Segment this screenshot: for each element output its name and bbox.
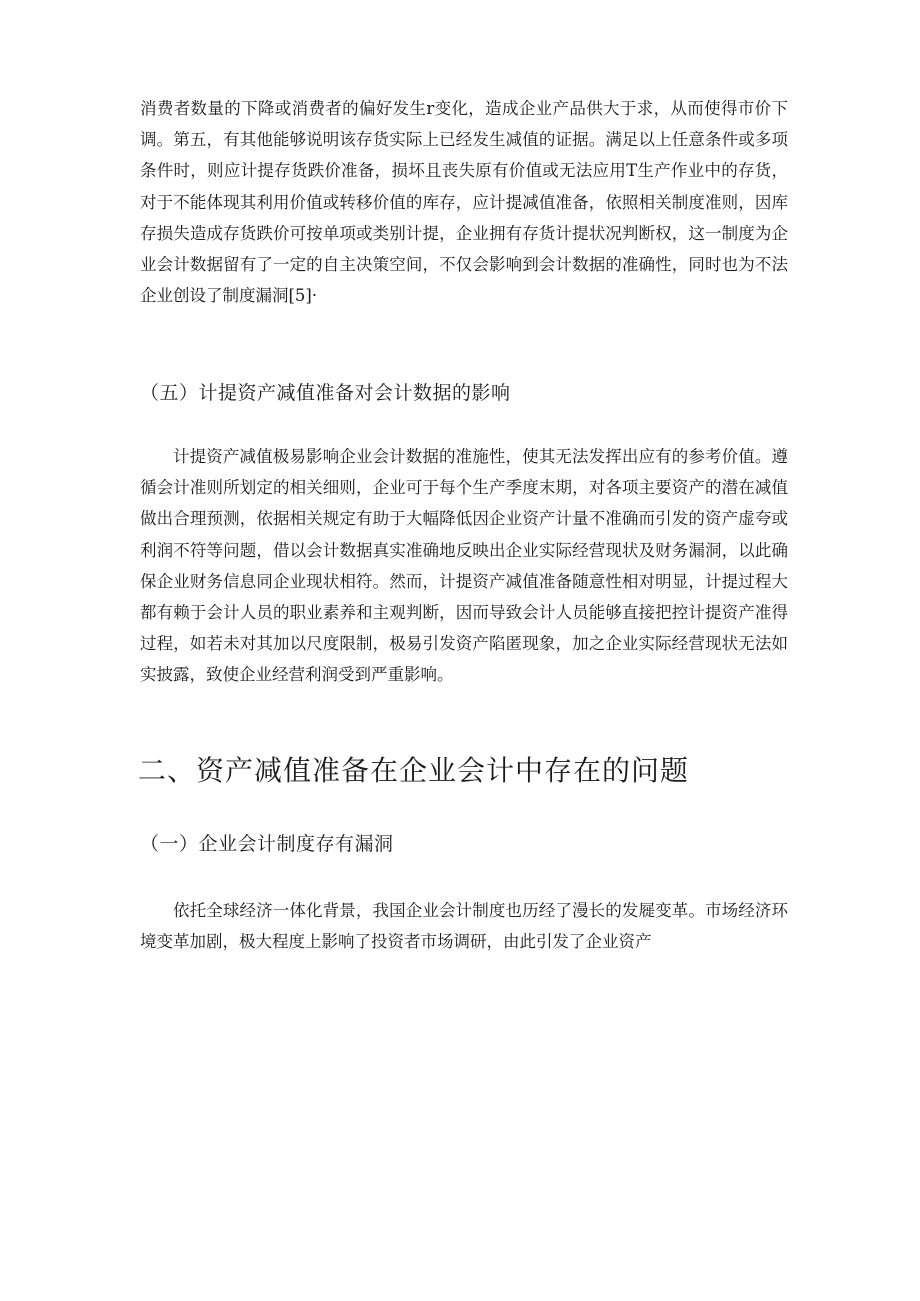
- section-heading-impairment-effect: （五）计提资产减值准备对会计数据的影响: [140, 382, 511, 404]
- section-heading-system-loopholes: （一）企业会计制度存有漏洞: [140, 833, 394, 855]
- body-paragraph-impairment-effect: 计提资产减值极易影响企业会计数据的准施性，使其无法发挥出应有的参考价值。遵循会计准则所划定的相关细则，企业可于每个生产季度末期，对各项主要资产的潜在减值做出合理预测，依据相关规定有助于大幅降低因企业资产计量不准确而引发的资产虚夸或利润不符等问题，借以会计数据真实准确地反映出企业实际经营现状及财务漏洞，以此确保企业财务信息同企业现状相符。然而，计提资产减值准备随意性相对明显，计提过程大都有赖于会计人员的职业素养和主观判断，因而导致会计人员能够直接把控计提资产准得过程，如若未对其加以尺度限制，极易引发资产陷匿现象，加之企业实际经营现状无法如实披露，致使企业经营利润受到严重影响。: [140, 447, 788, 685]
- chapter-heading-problems: 二、资产减值准备在企业会计中存在的问题: [138, 754, 690, 787]
- body-paragraph-system-loopholes: 依托全球经济一体化背景，我国企业会计制度也历经了漫长的发屣变革。市场经济环境变革加剧，极大程度上影响了投资者市场调研，由此引发了企业资产: [140, 901, 788, 952]
- body-paragraph-inventory-impairment: 消费者数量的下降或消费者的偏好发生r变化，造成企业产品供大于求，从而使得市价下调。第五，有其他能够说明该存货实际上已经发生减值的证据。满足以上任意条件或多项条件时，则应计提存货跌价准备，损坏且丧失原有价值或无法应用T生产作业中的存货，对于不能体现其利用价值或转移价值的库存，应计提减值准备，依照相关制度准则，因库存损失造成存货跌价可按单项或类别计提，企业拥有存货计提状况判断权，这一制度为企业会计数据留有了一定的自主决策空间，不仅会影响到会计数据的准确性，同时也为不法企业创设了制度漏洞[5]·: [140, 99, 788, 306]
